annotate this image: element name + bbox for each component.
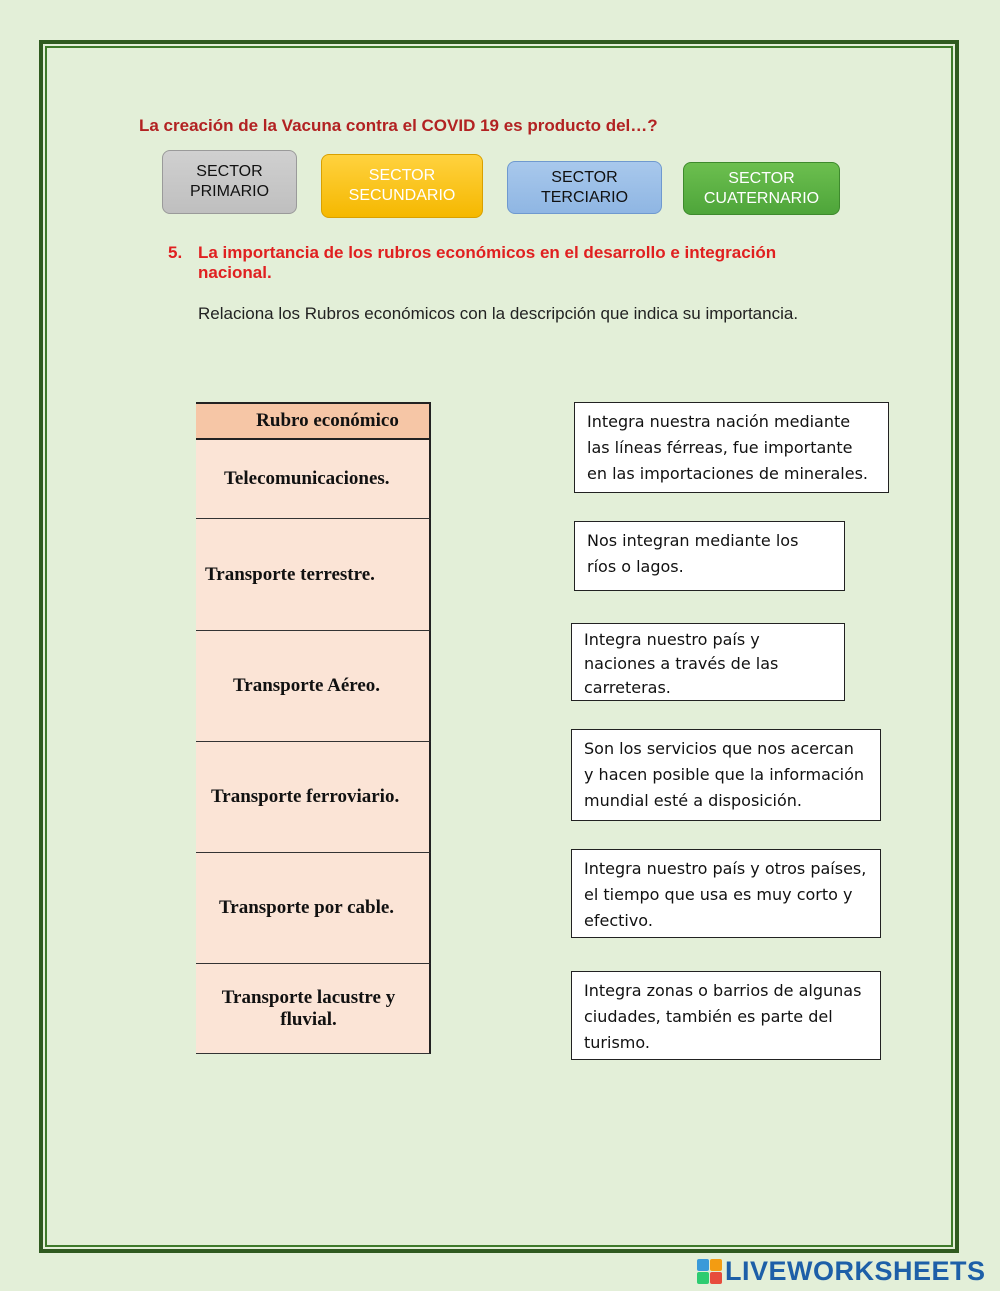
sector-cuaternario-option[interactable]: SECTOR CUATERNARIO (683, 162, 840, 215)
sector-primario-option[interactable]: SECTOR PRIMARIO (162, 150, 297, 214)
logo-blocks-icon (697, 1259, 722, 1284)
description-box[interactable]: Integra nuestra nación mediante las líneas férreas, fue importante en las importaciones de minerales. (574, 402, 889, 493)
table-row[interactable]: Transporte terrestre. (196, 519, 431, 631)
table-header: Rubro económico (196, 402, 431, 440)
description-box[interactable]: Son los servicios que nos acercan y hacen posible que la información mundial esté a disposición. (571, 729, 881, 821)
table-row[interactable]: Transporte ferroviario. (196, 742, 431, 853)
rubro-table (196, 402, 431, 1054)
logo-block-e (710, 1272, 722, 1284)
description-box[interactable]: Integra nuestro país y otros países, el tiempo que usa es muy corto y efectivo. (571, 849, 881, 938)
sector-terciario-option[interactable]: SECTOR TERCIARIO (507, 161, 662, 214)
table-row[interactable]: Telecomunicaciones. (196, 440, 431, 519)
description-box[interactable]: Integra nuestro país y naciones a través de las carreteras. (571, 623, 845, 701)
logo-block-i (710, 1259, 722, 1271)
logo-block-l (697, 1259, 709, 1271)
instruction: Relaciona los Rubros económicos con la descripción que indica su importancia. (198, 304, 799, 323)
question-covid: La creación de la Vacuna contra el COVID 19 es producto del…? (139, 116, 658, 135)
liveworksheets-logo[interactable] (697, 1256, 986, 1287)
table-row[interactable]: Transporte por cable. (196, 853, 431, 964)
question-title: La importancia de los rubros económicos en el desarrollo e integración nacional. (198, 243, 777, 282)
table-row[interactable]: Transporte lacustre y fluvial. (196, 964, 431, 1054)
logo-text: LIVEWORKSHEETS (725, 1256, 986, 1286)
description-box[interactable]: Integra zonas o barrios de algunas ciudades, también es parte del turismo. (571, 971, 881, 1060)
description-box[interactable]: Nos integran mediante los ríos o lagos. (574, 521, 845, 591)
sector-secundario-option[interactable]: SECTOR SECUNDARIO (321, 154, 483, 218)
logo-block-v (697, 1272, 709, 1284)
question-number: 5. (168, 243, 183, 262)
table-row[interactable]: Transporte Aéreo. (196, 631, 431, 742)
